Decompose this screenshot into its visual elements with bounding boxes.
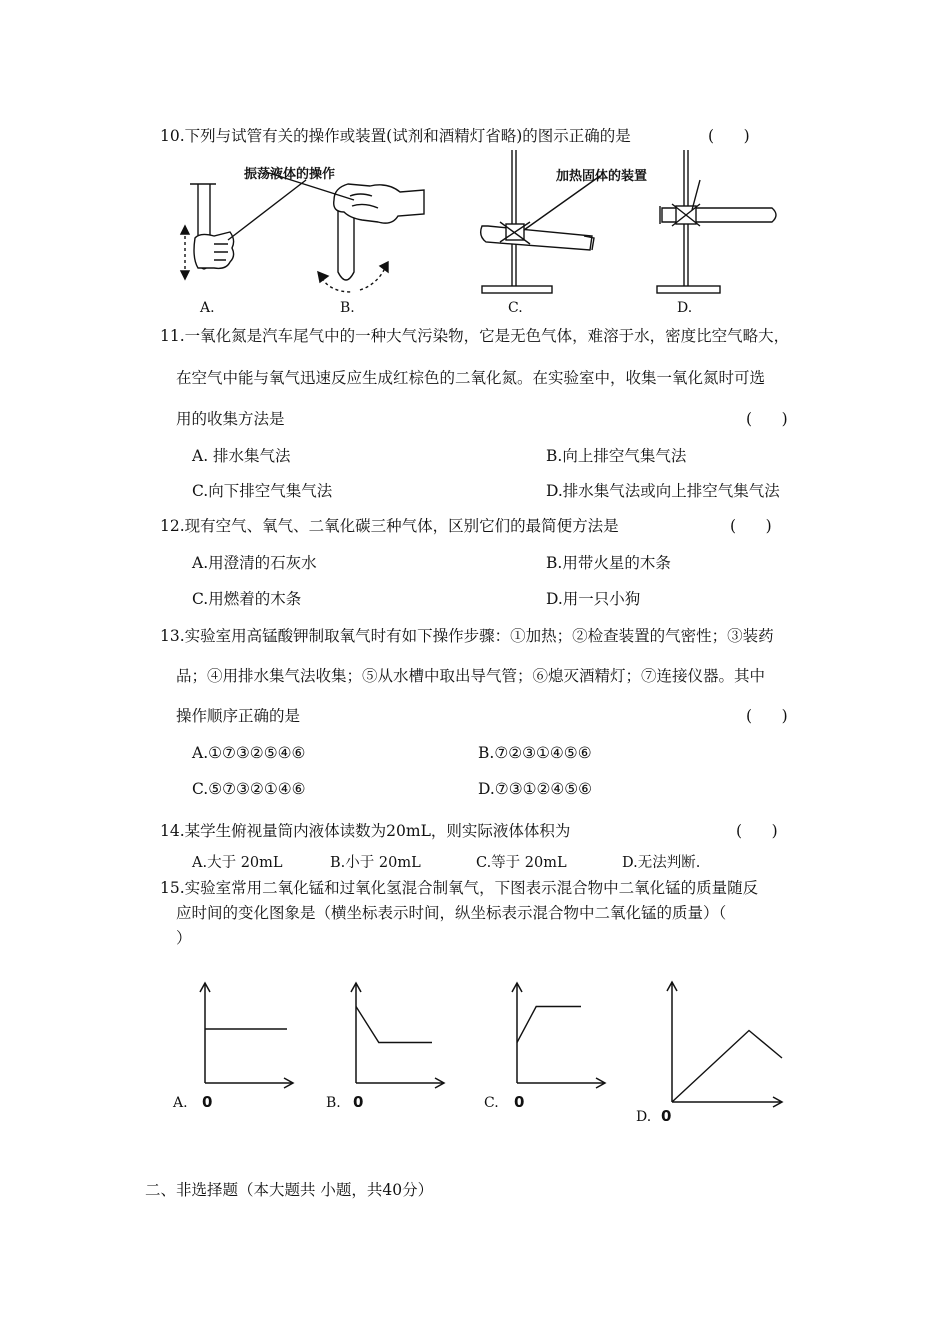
graph-b-origin: 0 bbox=[353, 1093, 364, 1111]
q12-option-b[interactable]: B.用带火星的木条 bbox=[546, 554, 671, 572]
q15-line2: 应时间的变化图象是（横坐标表示时间，纵坐标表示混合物中二氧化锰的质量）（ bbox=[176, 904, 727, 922]
q12-option-d[interactable]: D.用一只小狗 bbox=[546, 590, 641, 608]
q14-option-b[interactable]: B.小于 20mL bbox=[330, 855, 421, 871]
section-2-title: 二、非选择题（本大题共 小题，共40分） bbox=[145, 1181, 434, 1199]
q13-answer-blank[interactable]: ( ) bbox=[746, 707, 788, 725]
q11-option-a[interactable]: A. 排水集气法 bbox=[192, 447, 291, 465]
q14-option-a[interactable]: A.大于 20mL bbox=[192, 855, 283, 871]
q13-option-d[interactable]: D.⑦③①②④⑤⑥ bbox=[478, 780, 593, 798]
q13-option-b[interactable]: B.⑦②③①④⑤⑥ bbox=[478, 744, 592, 762]
q12-option-c[interactable]: C.用燃着的木条 bbox=[192, 590, 302, 608]
q12-stem: 12.现有空气、氧气、二氧化碳三种气体，区别它们的最简便方法是 bbox=[160, 517, 619, 535]
graph-b-series-line bbox=[356, 1007, 432, 1043]
q13-line1: 13.实验室用高锰酸钾制取氧气时有如下操作步骤：①加热；②检查装置的气密性；③装药 bbox=[160, 627, 774, 645]
graph-a-origin: 0 bbox=[202, 1093, 213, 1111]
q12-option-a[interactable]: A.用澄清的石灰水 bbox=[192, 554, 317, 572]
q12-answer-blank[interactable]: ( ) bbox=[730, 517, 772, 535]
q14-option-c[interactable]: C.等于 20mL bbox=[476, 855, 567, 871]
graph-c-label: C. bbox=[484, 1095, 499, 1111]
graph-b-label: B. bbox=[326, 1095, 341, 1111]
q11-option-b[interactable]: B.向上排空气集气法 bbox=[546, 447, 687, 465]
caption-heat: 加热固体的装置 bbox=[556, 169, 648, 184]
graph-c-series-line bbox=[517, 1007, 581, 1043]
q10-stem: 10.下列与试管有关的操作或装置(试剂和酒精灯省略)的图示正确的是 bbox=[160, 127, 631, 145]
graph-a-label: A. bbox=[173, 1095, 188, 1111]
q15-line3: ） bbox=[176, 929, 192, 947]
q13-line3: 操作顺序正确的是 bbox=[176, 707, 301, 725]
graph-c-origin: 0 bbox=[514, 1093, 525, 1111]
graph-d-label: D. bbox=[636, 1109, 652, 1125]
q13-option-a[interactable]: A.①⑦③②⑤④⑥ bbox=[192, 744, 306, 762]
q14-answer-blank[interactable]: ( ) bbox=[736, 822, 778, 840]
q13-line2: 品；④用排水集气法收集；⑤从水槽中取出导气管；⑥熄灭酒精灯；⑦连接仪器。其中 bbox=[176, 667, 766, 685]
q15-line1: 15.实验室常用二氧化锰和过氧化氢混合制氧气，下图表示混合物中二氧化锰的质量随反 bbox=[160, 879, 759, 897]
figure-label-b: B. bbox=[340, 300, 355, 316]
q11-option-d[interactable]: D.排水集气法或向上排空气集气法 bbox=[546, 482, 780, 500]
q11-answer-blank[interactable]: ( ) bbox=[746, 410, 788, 428]
graph-d-origin: 0 bbox=[661, 1107, 672, 1125]
q11-line1: 11.一氧化氮是汽车尾气中的一种大气污染物，它是无色气体，难溶于水，密度比空气略大， bbox=[160, 327, 790, 345]
q10-answer-blank[interactable]: ( ) bbox=[708, 127, 750, 145]
figure-label-a: A. bbox=[200, 300, 215, 316]
figure-label-d: D. bbox=[677, 300, 693, 316]
graph-d-series-line bbox=[672, 1031, 782, 1103]
q11-line2: 在空气中能与氧气迅速反应生成红棕色的二氧化氮。在实验室中，收集一氧化氮时可选 bbox=[176, 369, 766, 387]
figure-label-c: C. bbox=[508, 300, 523, 316]
caption-shake: 振荡液体的操作 bbox=[244, 167, 336, 182]
q11-option-c[interactable]: C.向下排空气集气法 bbox=[192, 482, 333, 500]
q14-option-d[interactable]: D.无法判断. bbox=[622, 855, 701, 871]
q14-stem: 14.某学生俯视量筒内液体读数为20mL，则实际液体体积为 bbox=[160, 822, 571, 840]
q13-option-c[interactable]: C.⑤⑦③②①④⑥ bbox=[192, 780, 306, 798]
q11-line3: 用的收集方法是 bbox=[176, 410, 285, 428]
